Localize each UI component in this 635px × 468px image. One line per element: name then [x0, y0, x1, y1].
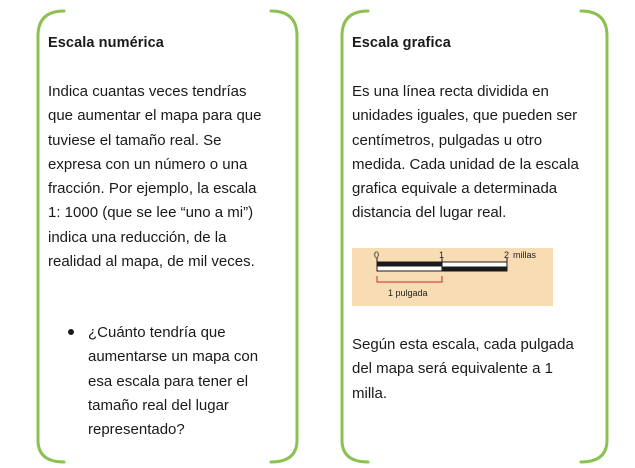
scale-unit-label: millas — [513, 250, 537, 260]
numeric-scale-card — [0, 0, 300, 468]
graphic-scale-description: Es una línea recta dividida en unidades iguales, que pueden ser centímetros, pulgadas u otro medida. Cada unidad de la escala grafica equivale a determinada distancia del lugar real. — [352, 83, 579, 222]
graphic-scale-card — [330, 0, 635, 468]
scale-bar-segment-0-1 — [377, 262, 442, 267]
numeric-scale-title: Escala numérica — [48, 35, 164, 51]
scale-segment-label: 1 pulgada — [388, 288, 428, 298]
bullet-question: ¿Cuánto tendría que aumentarse un mapa con esa escala para tener el tamaño real del lugar representado? — [88, 324, 259, 439]
scale-tick-label-1: 1 — [439, 250, 445, 260]
graphic-scale-conclusion: Según esta escala, cada pulgada del mapa será equivalente a 1 milla. — [352, 336, 574, 402]
bullet-dot-icon — [68, 329, 74, 335]
scale-tick-label-0: 0 — [374, 250, 380, 260]
graphic-scale-title: Escala grafica — [352, 35, 451, 51]
scale-tick-label-2: 2 — [504, 250, 510, 260]
scale-bar-figure — [352, 248, 553, 306]
scale-bar-segment-1-2 — [442, 267, 507, 272]
one-inch-bracket — [377, 276, 442, 282]
numeric-scale-description: Indica cuantas veces tendrías que aumentar el mapa para que tuviese el tamaño real. Se expresa con un número o una fracción. Por ejemplo, la escala 1: 1000 (que se lee “uno a mi”) indica una reducción, de la realidad al mapa, de mil veces. — [48, 83, 262, 271]
